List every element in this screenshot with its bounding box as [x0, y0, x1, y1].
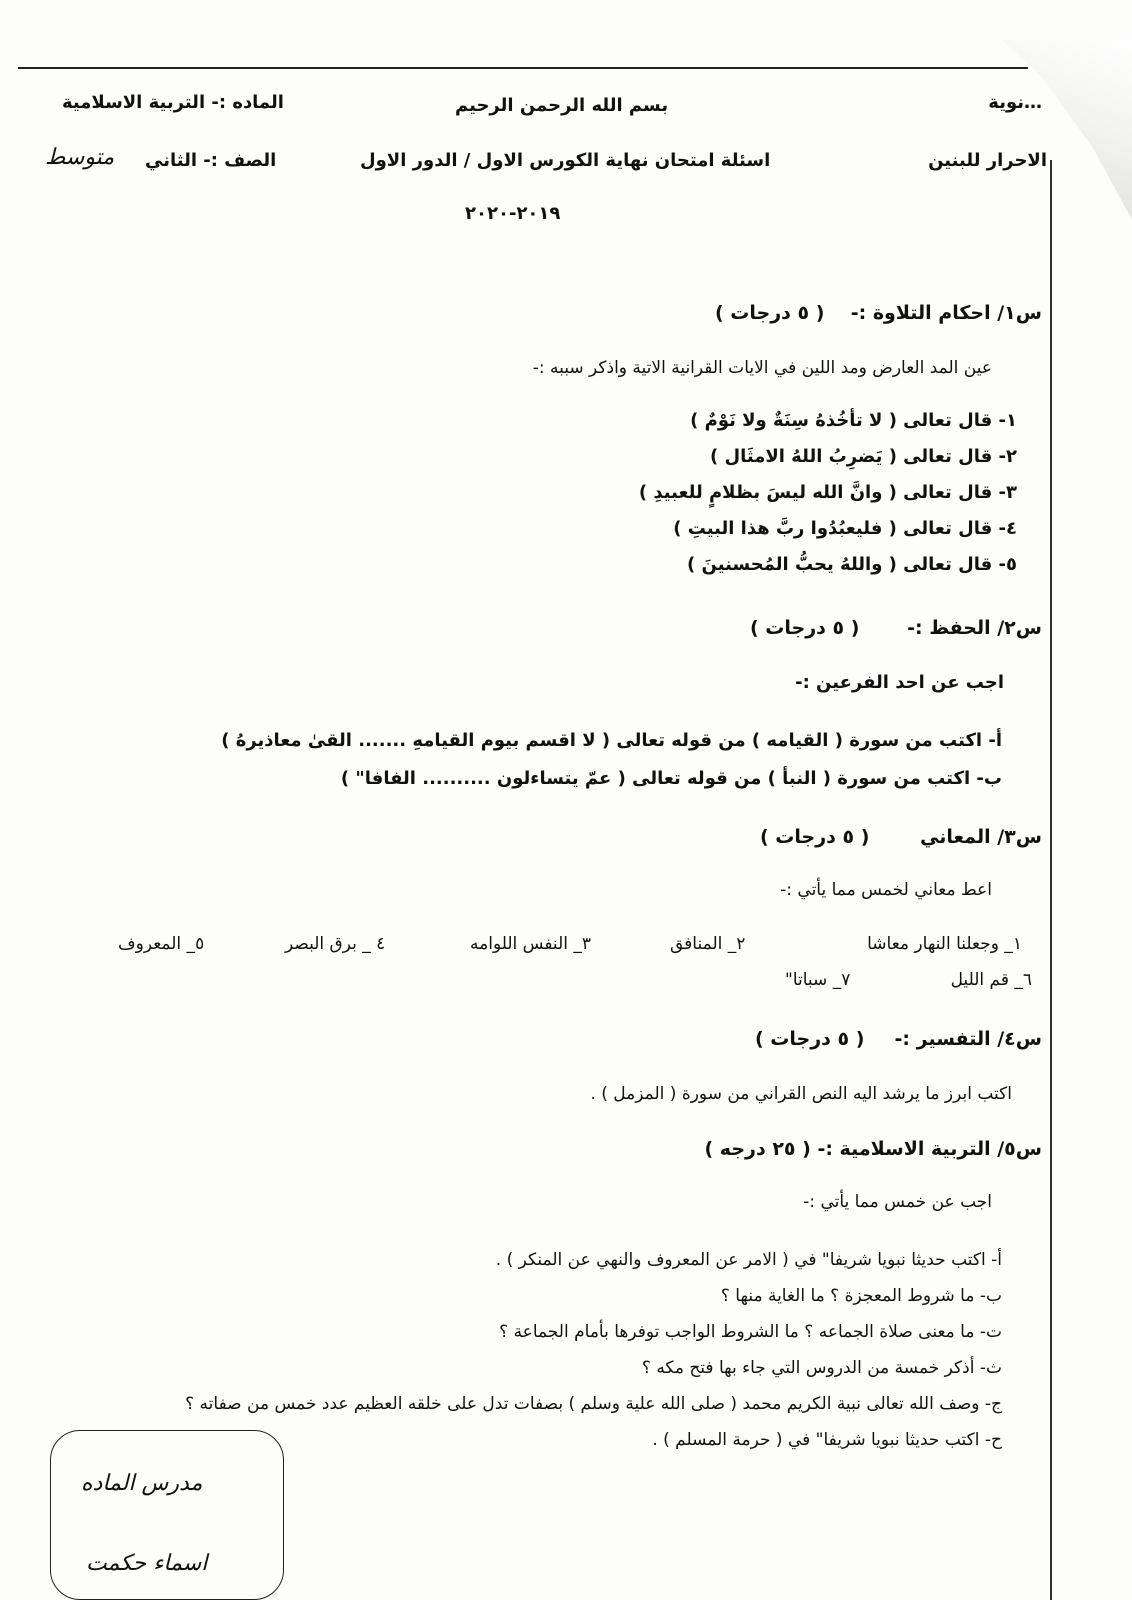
q3-meaning-4: ٤ _ برق البصر — [285, 934, 386, 954]
q3-meaning-1: ١_ وجعلنا النهار معاشا — [867, 934, 1022, 954]
basmala: بسم الله الرحمن الرحيم — [455, 95, 669, 116]
q1-title: س١/ احكام التلاوة :- — [850, 302, 1042, 324]
q1-item-1: ١- قال تعالى ( لا تأخُذهُ سِنَةٌ ولا نَوْمٌ ) — [690, 410, 1017, 431]
signature-box — [50, 1430, 284, 1600]
q2-item-b: ب- اكتب من سورة ( النبأ ) من قوله تعالى ( عمّ يتساءلون .......... الفافا" ) — [340, 768, 1002, 789]
top-rule — [18, 67, 1028, 69]
school-name-top: …نوية — [988, 92, 1042, 113]
exam-title: اسئلة امتحان نهاية الكورس الاول / الدور الاول — [360, 150, 771, 171]
q5-item-f: ح- اكتب حديثا نبويا شريفا" في ( حرمة المسلم ) . — [652, 1430, 1002, 1450]
q3-instruction: اعط معاني لخمس مما يأتي :- — [780, 880, 992, 900]
q4-instruction: اكتب ابرز ما يرشد اليه النص القراني من سورة ( المزمل ) . — [590, 1084, 1012, 1104]
q5-item-a: أ- اكتب حديثا نبويا شريفا" في ( الامر عن المعروف والنهي عن المنكر ) . — [495, 1250, 1002, 1270]
exam-year: ٢٠١٩-٢٠٢٠ — [465, 203, 561, 224]
q1-item-3: ٣- قال تعالى ( وانَّ الله ليسَ بظلامٍ للعبيدِ ) — [638, 482, 1017, 503]
q4-marks: ( ٥ درجات ) — [755, 1028, 865, 1050]
signature-title: مدرس الماده — [81, 1471, 203, 1496]
q1-marks: ( ٥ درجات ) — [715, 302, 825, 324]
q1-item-2: ٢- قال تعالى ( يَضرِبُ اللهُ الامثَال ) — [709, 446, 1017, 467]
q2-marks: ( ٥ درجات ) — [750, 617, 860, 639]
right-margin-line — [1050, 160, 1052, 1600]
q1-item-5: ٥- قال تعالى ( واللهُ يحبُّ المُحسنينَ ) — [687, 554, 1017, 575]
q3-meaning-7: ٧_ سباتا" — [785, 970, 851, 990]
q2-item-a: أ- اكتب من سورة ( القيامه ) من قوله تعالى ( لا اقسم بيوم القيامهِ ....... القىٰ معاذيرهُ ) — [221, 730, 1002, 751]
q2-instruction: اجب عن احد الفرعين :- — [795, 672, 1004, 693]
q1-instruction: عين المد العارض ومد اللين في الايات القرانية الاتية واذكر سببه :- — [532, 358, 992, 378]
q1-item-4: ٤- قال تعالى ( فليعبُدُوا ربَّ هذا البيتِ ) — [673, 518, 1017, 539]
q3-marks: ( ٥ درجات ) — [760, 826, 870, 848]
q5-title: س٥/ التربية الاسلامية :- ( ٢٥ درجه ) — [704, 1138, 1042, 1160]
school-name: الاحرار للبنين — [928, 150, 1047, 171]
q3-meaning-2: ٢_ المنافق — [670, 934, 746, 954]
q3-meaning-6: ٦_ قم الليل — [950, 970, 1032, 990]
q5-item-d: ث- أذكر خمسة من الدروس التي جاء بها فتح مكه ؟ — [641, 1358, 1002, 1378]
class-label: الصف :- الثاني — [145, 150, 277, 171]
subject-label: الماده :- التربية الاسلامية — [62, 92, 284, 113]
q3-meaning-3: ٣_ النفس اللوامه — [470, 934, 592, 954]
q3-title: س٣/ المعاني — [920, 826, 1042, 848]
class-handwritten: متوسط — [45, 145, 115, 170]
q5-instruction: اجب عن خمس مما يأتي :- — [803, 1192, 992, 1212]
q3-meaning-5: ٥_ المعروف — [118, 934, 205, 954]
q4-title: س٤/ التفسير :- — [894, 1028, 1042, 1050]
signature-name: اسماء حكمت — [86, 1551, 208, 1576]
q5-item-b: ب- ما شروط المعجزة ؟ ما الغاية منها ؟ — [720, 1286, 1002, 1306]
q5-item-e: ج- وصف الله تعالى نبية الكريم محمد ( صلى الله علية وسلم ) بصفات تدل على خلقه العظيم عدد خمس من صفاته ؟ — [185, 1394, 1002, 1414]
q2-title: س٢/ الحفظ :- — [907, 617, 1042, 639]
q5-item-c: ت- ما معنى صلاة الجماعه ؟ ما الشروط الواجب توفرها بأمام الجماعة ؟ — [499, 1322, 1002, 1342]
